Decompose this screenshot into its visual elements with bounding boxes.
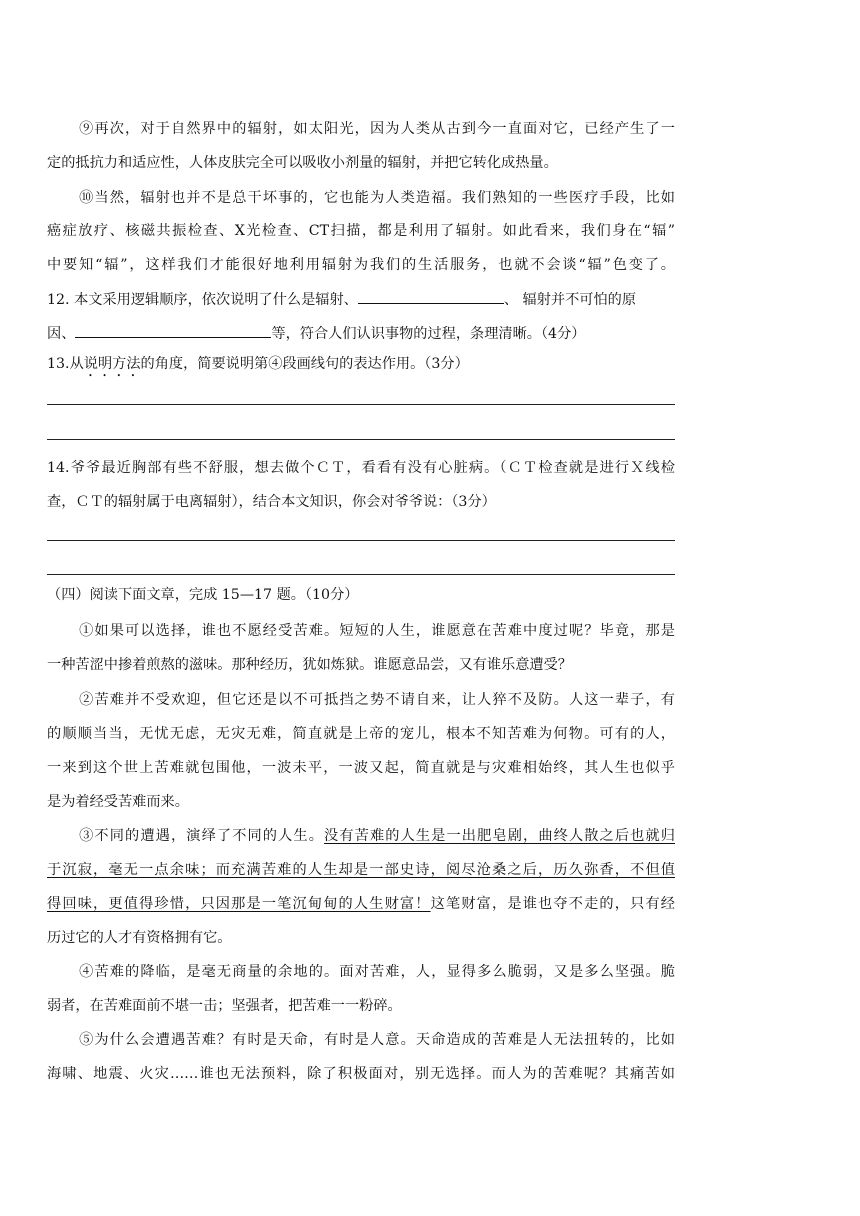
- paragraph-3-line-1: [47, 826, 675, 846]
- paragraph-2-line-3: [47, 758, 675, 778]
- question-13-emphasis: 说明方法: [83, 356, 141, 372]
- question-12-line-1: [47, 289, 675, 310]
- paragraph-4-line-1: [47, 962, 675, 982]
- paragraph-5-text-1: ⑤为什么会遭遇苦难？有时是天命，有时是人意。天命造成的苦难是人无法扭转的，比如: [78, 1032, 675, 1048]
- paragraph-2-line-1: [47, 690, 675, 710]
- question-12-text-d: 等，符合人们认识事物的过程，条理清晰。（4分）: [271, 326, 586, 342]
- paragraph-9-line-2: [47, 153, 675, 173]
- answer-blank-1[interactable]: [358, 289, 504, 304]
- question-12-line-2: [47, 323, 675, 344]
- paragraph-1-line-2: [47, 655, 675, 675]
- paragraph-3-line-3: [47, 894, 675, 914]
- paragraph-9-text-2: 定的抵抗力和适应性，人体皮肤完全可以吸收小剂量的辐射，并把它转化成热量。: [47, 155, 558, 171]
- paragraph-3-text-4: 历过它的人才有资格拥有它。: [47, 930, 232, 946]
- answer-blank-2[interactable]: [75, 323, 271, 338]
- paragraph-2-text-1: ②苦难并不受欢迎，但它还是以不可抵挡之势不请自来，让人猝不及防。人这一辈子，有: [78, 692, 675, 708]
- paragraph-2-text-4: 是为着经受苦难而来。: [47, 794, 189, 810]
- question-13-text-a: 13.从: [47, 356, 84, 372]
- paragraph-2-line-4: [47, 792, 675, 812]
- paragraph-1-line-1: [47, 621, 675, 641]
- question-12-text-b: 、 辐射并不可怕的原: [503, 292, 637, 308]
- question-12-text-a: 12. 本文采用逻辑顺序，依次说明了什么是辐射、: [47, 292, 358, 308]
- paragraph-4-text-2: 弱者，在苦难面前不堪一击；坚强者，把苦难一一粉碎。: [47, 998, 402, 1014]
- paragraph-10-line-1: [47, 188, 675, 208]
- question-13-text-b: 的角度，简要说明第④段画线句的表达作用。（3分）: [140, 356, 469, 372]
- paragraph-5-line-1: [47, 1030, 675, 1050]
- underlined-sentence-part-1: 没有苦难的人生是一出肥皂剧，曲终人散之后也就归: [324, 828, 675, 844]
- answer-line[interactable]: [47, 404, 675, 405]
- paragraph-1-text-2: 一种苦涩中掺着煎熬的滋味。那种经历，犹如炼狱。谁愿意品尝，又有谁乐意遭受？: [47, 657, 572, 673]
- answer-line[interactable]: [47, 439, 675, 440]
- paragraph-10-text-2: 癌症放疗、核磁共振检查、X光检查、CT扫描，都是利用了辐射。如此看来，我们身在“辐”: [47, 223, 675, 239]
- paragraph-4-line-2: [47, 996, 675, 1016]
- paragraph-3-line-4: [47, 928, 675, 948]
- question-14-line-1: [47, 458, 675, 478]
- underlined-sentence-part-3: 得回味，更值得珍惜，只因那是一笔沉甸甸的人生财富！: [47, 896, 431, 912]
- paragraph-10-line-3: [47, 255, 675, 275]
- paragraph-4-text-1: ④苦难的降临，是毫无商量的余地的。面对苦难，人，显得多么脆弱，又是多么坚强。脆: [78, 964, 675, 980]
- answer-line[interactable]: [47, 574, 675, 575]
- paragraph-1-text-1: ①如果可以选择，谁也不愿经受苦难。短短的人生，谁愿意在苦难中度过呢？毕竟，那是: [78, 623, 675, 639]
- paragraph-10-text-3: 中要知“辐”，这样我们才能很好地利用辐射为我们的生活服务，也就不会谈“辐”色变了。: [47, 257, 675, 273]
- paragraph-9-line-1: [47, 119, 675, 139]
- paragraph-2-line-2: [47, 724, 675, 744]
- paragraph-3-text-b: 这笔财富，是谁也夺不走的，只有经: [430, 896, 675, 912]
- paragraph-3-text-a: ③不同的遭遇，演绎了不同的人生。: [78, 828, 325, 844]
- paragraph-9-text-1: ⑨再次，对于自然界中的辐射，如太阳光，因为人类从古到今一直面对它，已经产生了一: [78, 121, 675, 137]
- answer-line[interactable]: [47, 540, 675, 541]
- question-14-text-2: 查，ＣＴ的辐射属于电离辐射），结合本文知识，你会对爷爷说：（3分）: [47, 494, 496, 510]
- section-4-heading-text: （四）阅读下面文章，完成 15—17 题。（10分）: [47, 587, 359, 603]
- question-14-text-1: 14.爷爷最近胸部有些不舒服，想去做个ＣＴ，看看有没有心脏病。（ＣＴ检查就是进行Ｘ线检: [47, 460, 675, 476]
- paragraph-2-text-3: 一来到这个世上苦难就包围他，一波未平，一波又起，简直就是与灾难相始终，其人生也似乎: [47, 760, 675, 776]
- underlined-sentence-part-2: 于沉寂，毫无一点余味；而充满苦难的人生却是一部史诗，阅尽沧桑之后，历久弥香，不但值: [47, 862, 675, 878]
- question-12-text-c: 因、: [47, 326, 76, 342]
- paragraph-10-text-1: ⑩当然，辐射也并不是总干坏事的，它也能为人类造福。我们熟知的一些医疗手段，比如: [78, 190, 675, 206]
- paragraph-3-line-2: [47, 860, 675, 880]
- section-4-heading: [47, 585, 675, 605]
- paragraph-2-text-2: 的顺顺当当，无忧无虑，无灾无难，简直就是上帝的宠儿，根本不知苦难为何物。可有的人，: [47, 726, 675, 742]
- paragraph-5-line-2: [47, 1064, 675, 1084]
- question-14-line-2: [47, 492, 675, 512]
- question-13: [47, 354, 675, 380]
- paragraph-10-line-2: [47, 221, 675, 241]
- paragraph-5-text-2: 海啸、地震、火灾……谁也无法预料，除了积极面对，别无选择。而人为的苦难呢？其痛苦如: [47, 1066, 675, 1082]
